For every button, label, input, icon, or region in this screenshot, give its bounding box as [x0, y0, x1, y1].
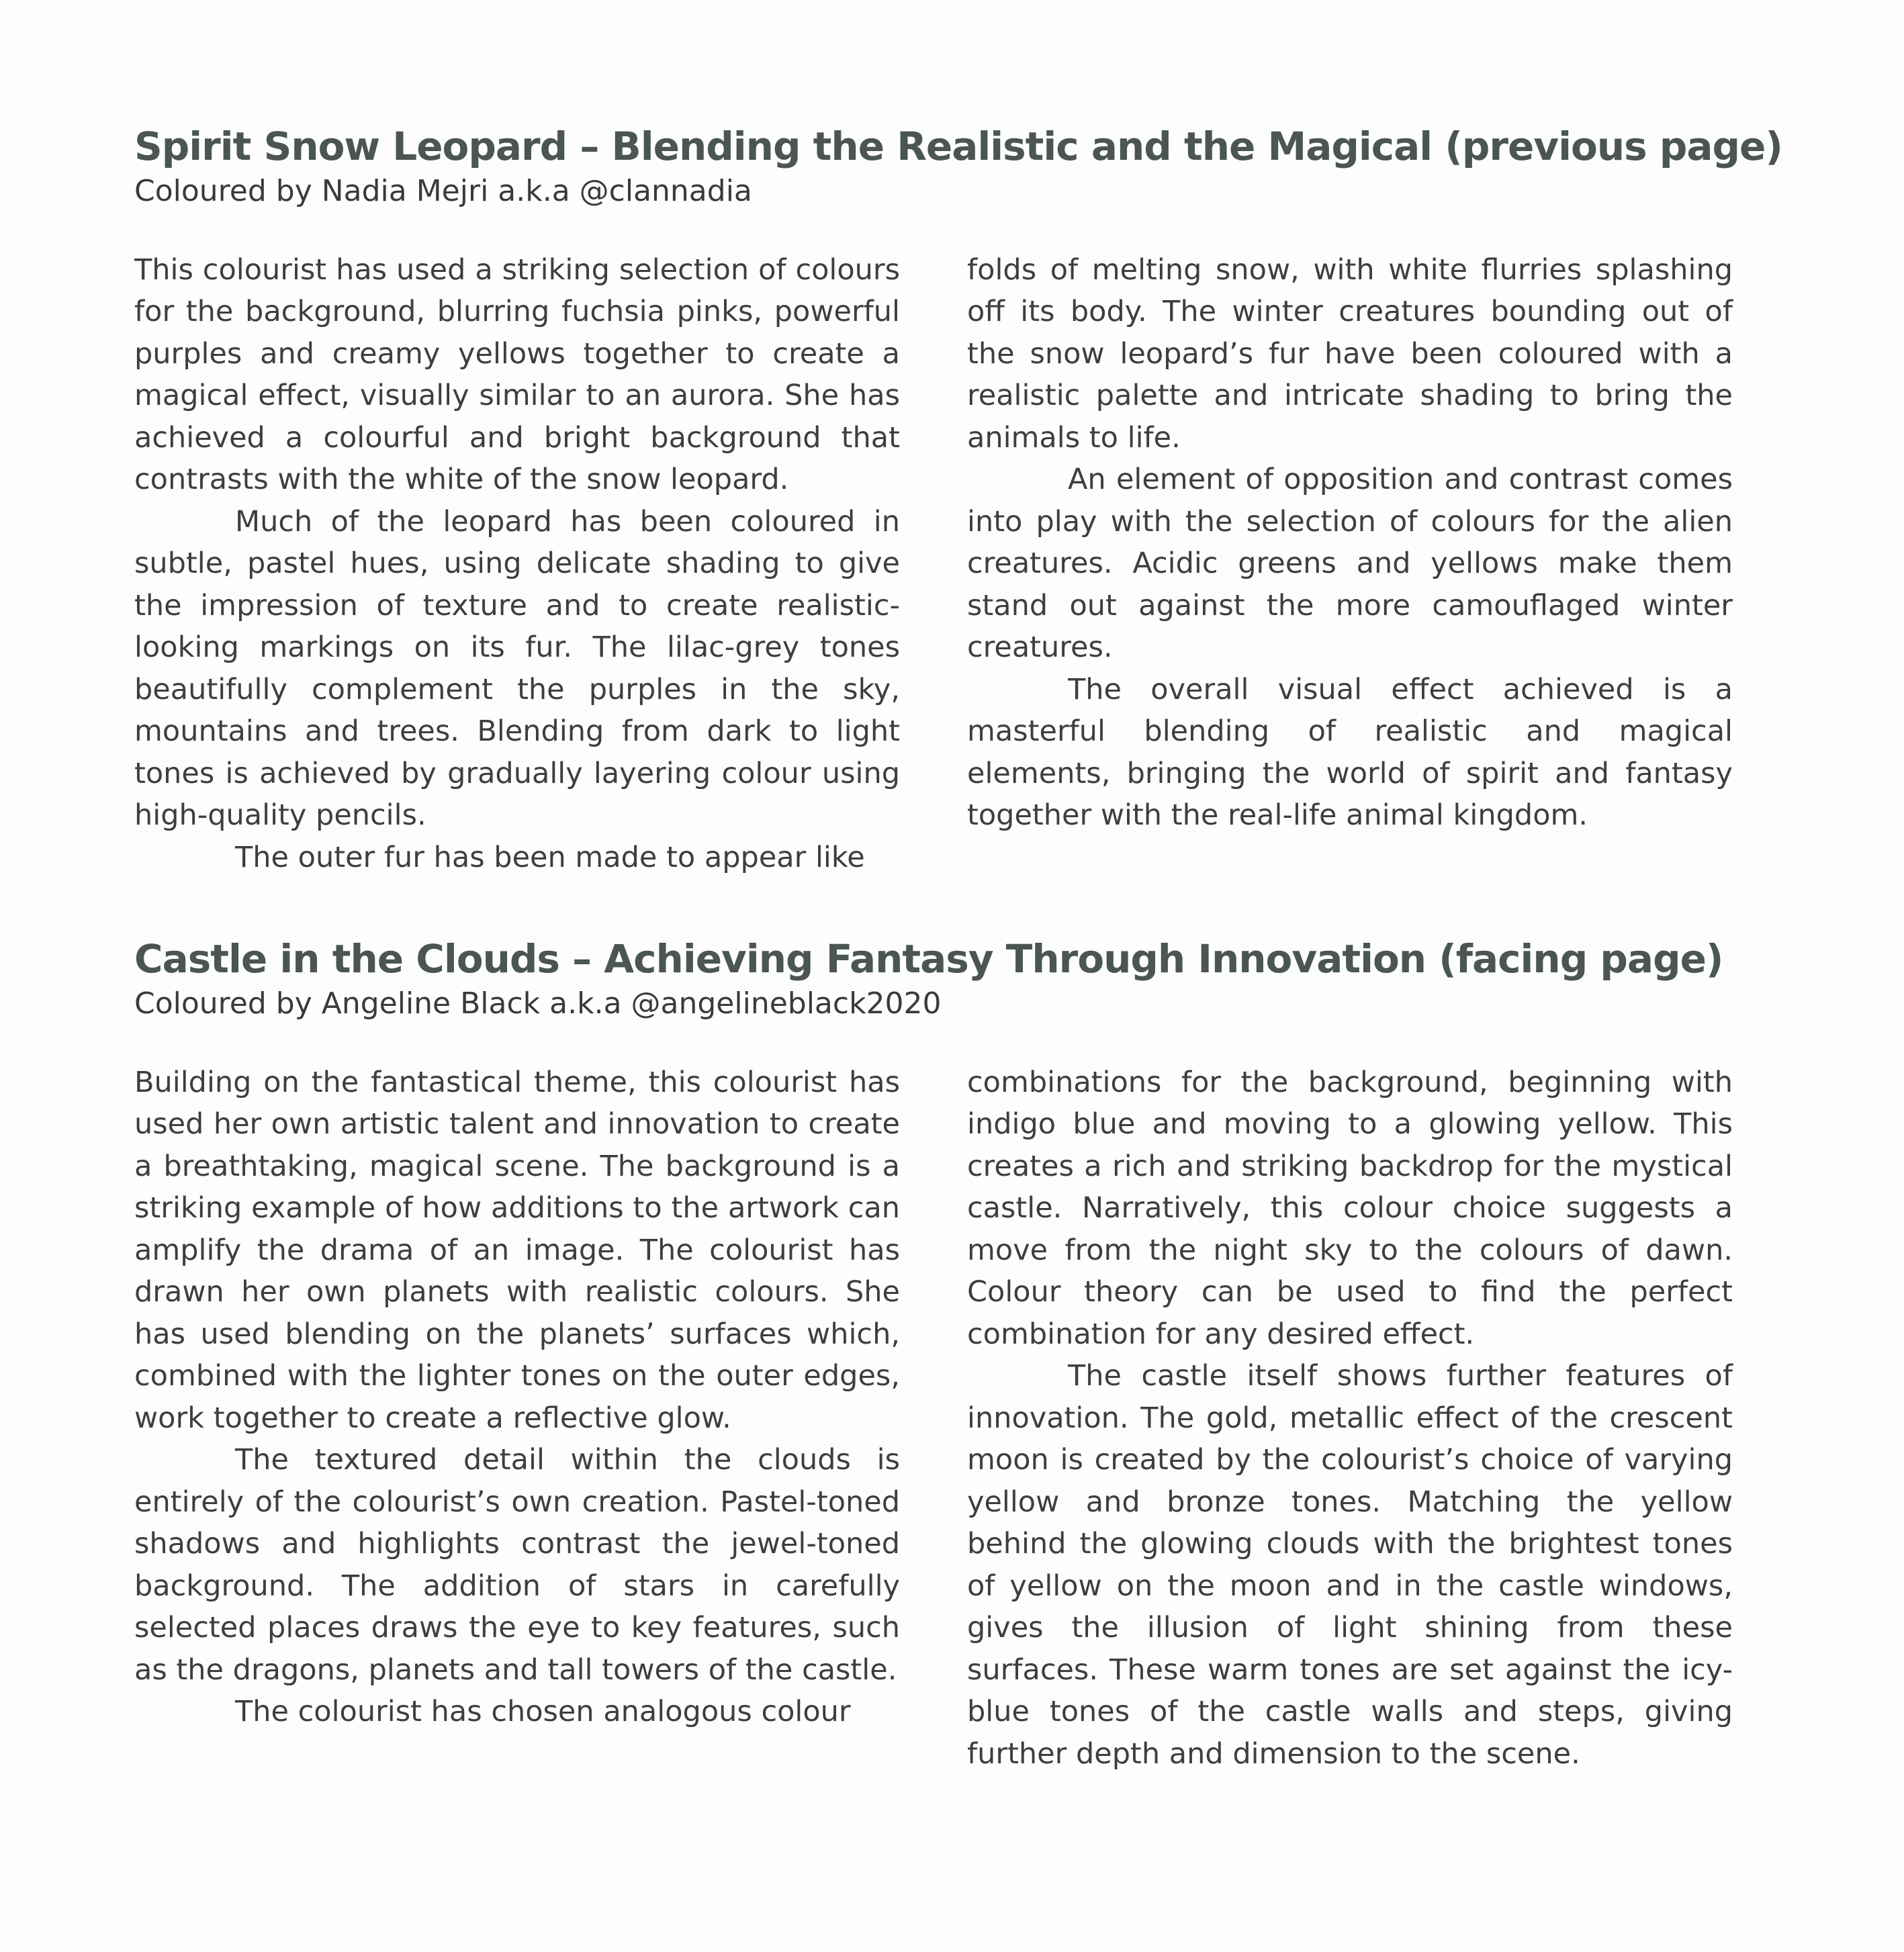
article-section-castle-clouds — [134, 937, 1733, 1775]
text-columns — [134, 1062, 1733, 1775]
paragraph: The colourist has chosen analogous colour — [235, 1695, 851, 1729]
paragraph: The overall visual effect achieved is a masterful blending of realistic and magical elements, bringing the world of spirit and fantasy together with the real-life animal kingdom. — [967, 672, 1733, 833]
section-title: Spirit Snow Leopard – Blending the Realistic and the Magical (previous page) — [134, 124, 1782, 169]
section-title: Castle in the Clouds – Achieving Fantasy Through Innovation (facing page) — [134, 936, 1723, 982]
paragraph: Much of the leopard has been coloured in subtle, pastel hues, using delicate shading to give the impression of texture and to create realistic-looking markings on its fur. The lilac-grey tones beautifully complement the purples in the sky, mountains and trees. Blending from dark to light tones is achieved by gradually layering colour using high-quality pencils. — [134, 504, 900, 833]
paragraph: folds of melting snow, with white flurries splashing off its body. The winter creatures bounding out of the snow leopard’s fur have been coloured with a realistic palette and intricate shading to bring the animals to life. — [967, 252, 1733, 455]
right-column — [967, 1062, 1733, 1775]
section-byline: Coloured by Nadia Mejri a.k.a @clannadia — [134, 173, 752, 208]
text-columns — [134, 249, 1733, 879]
paragraph: Building on the fantastical theme, this colourist has used her own artistic talent and innovation to create a breathtaking, magical scene. The background is a striking example of how additions to the artwork can amplify the drama of an image. The colourist has drawn her own planets with realistic colours. She has used blending on the planets’ surfaces which, combined with the lighter tones on the outer edges, work together to create a reflective glow. — [134, 1065, 900, 1435]
left-column — [134, 1062, 900, 1775]
paragraph: combinations for the background, beginning with indigo blue and moving to a glowing yellow. This creates a rich and striking backdrop for the mystical castle. Narratively, this colour choice suggests a move from the night sky to the colours of dawn. Colour theory can be used to find the perfect combination for any desired effect. — [967, 1065, 1733, 1351]
right-column — [967, 249, 1733, 879]
paragraph: The castle itself shows further features of innovation. The gold, metallic effect of the crescent moon is created by the colourist’s choice of varying yellow and bronze tones. Matching the yellow behind the glowing clouds with the brightest tones of yellow on the moon and in the castle windows, gives the illusion of light shining from these surfaces. These warm tones are set against the icy-blue tones of the castle walls and steps, giving further depth and dimension to the scene. — [967, 1359, 1733, 1771]
paragraph: The outer fur has been made to appear like — [235, 840, 865, 874]
paragraph: This colourist has used a striking selection of colours for the background, blurring fuchsia pinks, powerful purples and creamy yellows together to create a magical effect, visually similar to an aurora. She has achieved a colourful and bright background that contrasts with the white of the snow leopard. — [134, 252, 900, 497]
paragraph: The textured detail within the clouds is entirely of the colourist’s own creation. Pastel-toned shadows and highlights contrast the jewel-toned background. The addition of stars in carefully selected places draws the eye to key features, such as the dragons, planets and tall towers of the castle. — [134, 1443, 900, 1687]
article-section-snow-leopard — [134, 124, 1782, 878]
left-column — [134, 249, 900, 879]
paragraph: An element of opposition and contrast comes into play with the selection of colours for the alien creatures. Acidic greens and yellows make them stand out against the more camouflaged winter creatures. — [967, 463, 1733, 665]
section-byline: Coloured by Angeline Black a.k.a @angelineblack2020 — [134, 986, 942, 1021]
